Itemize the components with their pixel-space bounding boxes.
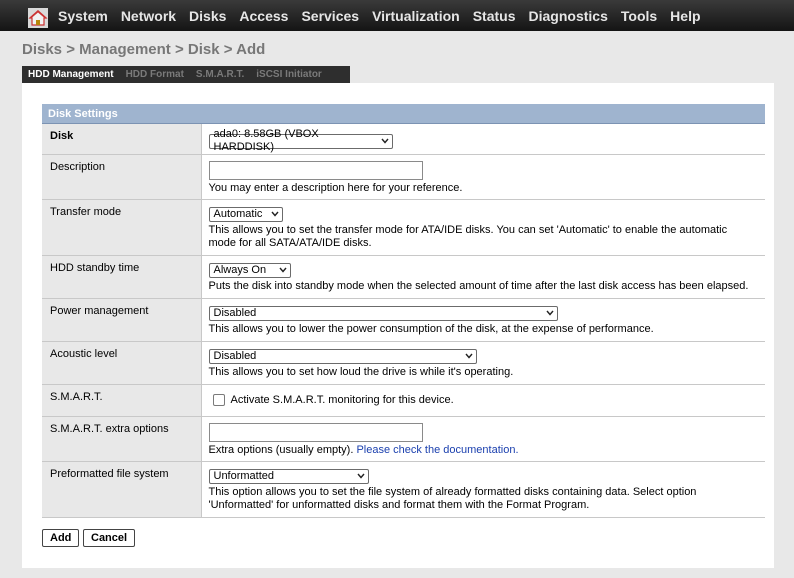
power-label: Power management [42,298,201,341]
nav-diagnostics[interactable]: Diagnostics [528,7,608,24]
acoustic-label: Acoustic level [42,341,201,384]
nav-network[interactable]: Network [120,7,177,24]
section-header: Disk Settings [42,104,765,124]
chevron-down-icon [357,473,365,479]
row-smart [42,384,765,416]
tab-smart[interactable]: S.M.A.R.T. [195,69,245,80]
breadcrumb: Disks > Management > Disk > Add [22,41,266,58]
chevron-down-icon [381,138,389,144]
top-nav [0,0,794,31]
transfer-mode-label: Transfer mode [42,199,201,255]
tab-hdd-format[interactable]: HDD Format [125,69,184,80]
transfer-mode-value: Automatic [213,207,263,220]
transfer-mode-select[interactable] [209,207,283,222]
disk-select-value: ada0: 8.58GB (VBOX HARDDISK) [213,128,319,153]
row-power [42,298,765,341]
standby-select[interactable] [209,263,291,278]
tab-bar [22,66,350,83]
smart-extra-help: Extra options (usually empty). [208,443,354,456]
fs-label: Preformatted file system [42,461,201,517]
nav-status[interactable]: Status [472,7,516,24]
chevron-down-icon [546,310,554,316]
nav-services[interactable]: Services [301,7,360,24]
nav-disks[interactable]: Disks [189,7,227,24]
power-help: This allows you to lower the power consumption of the disk, at the expense of performance. [208,322,654,335]
disk-label: Disk [42,124,201,154]
row-standby [42,255,765,298]
add-button[interactable]: Add [42,529,79,547]
home-icon[interactable] [28,8,48,28]
nav-help[interactable]: Help [670,7,701,24]
power-value: Disabled [213,306,257,319]
nav-tools[interactable]: Tools [620,7,658,24]
nav-virtualization[interactable]: Virtualization [372,7,460,24]
row-transfer-mode [42,199,765,255]
description-help: You may enter a description here for your reference. [208,181,463,194]
disk-select[interactable] [209,128,393,153]
fs-value: Unformatted [213,469,275,482]
standby-label: HDD standby time [42,255,201,298]
description-label: Description [42,154,201,199]
smart-extra-input[interactable] [209,423,423,442]
standby-help: Puts the disk into standby mode when the selected amount of time after the last disk access has been elapsed. [208,279,749,292]
fs-help: This option allows you to set the file system of already formatted disks containing data. Select option 'Unformatted' for unformatted disks and format them with the Format Program. [208,485,697,511]
tab-hdd-management[interactable]: HDD Management [28,69,114,80]
row-acoustic [42,341,765,384]
documentation-link[interactable]: Please check the documentation. [356,443,519,456]
row-smart-extra [42,416,765,461]
tab-iscsi-initiator[interactable]: iSCSI Initiator [256,69,322,80]
transfer-mode-help: This allows you to set the transfer mode for ATA/IDE disks. You can set 'Automatic' to enable the automatic mode for all SATA/ATA/IDE disks. [208,223,728,249]
row-description [42,154,765,199]
nav-system[interactable]: System [58,7,108,24]
acoustic-value: Disabled [213,349,257,362]
row-fs [42,461,765,517]
acoustic-help: This allows you to set how loud the drive is while it's operating. [208,365,514,378]
chevron-down-icon [279,267,287,273]
chevron-down-icon [271,211,279,217]
cancel-button[interactable]: Cancel [83,529,135,547]
fs-select[interactable] [209,469,369,484]
chevron-down-icon [465,353,473,359]
acoustic-select[interactable] [209,349,477,364]
description-input[interactable] [209,161,423,180]
power-select[interactable] [209,306,558,321]
smart-label: S.M.A.R.T. [42,384,201,416]
standby-value: Always On [213,263,267,276]
nav-access[interactable]: Access [239,7,289,24]
disk-settings-form [42,124,765,518]
smart-checkbox-label[interactable]: Activate S.M.A.R.T. monitoring for this device. [230,393,454,406]
smart-extra-label: S.M.A.R.T. extra options [42,416,201,461]
row-disk [42,124,765,154]
smart-checkbox[interactable] [213,394,225,406]
main-panel [22,83,774,568]
